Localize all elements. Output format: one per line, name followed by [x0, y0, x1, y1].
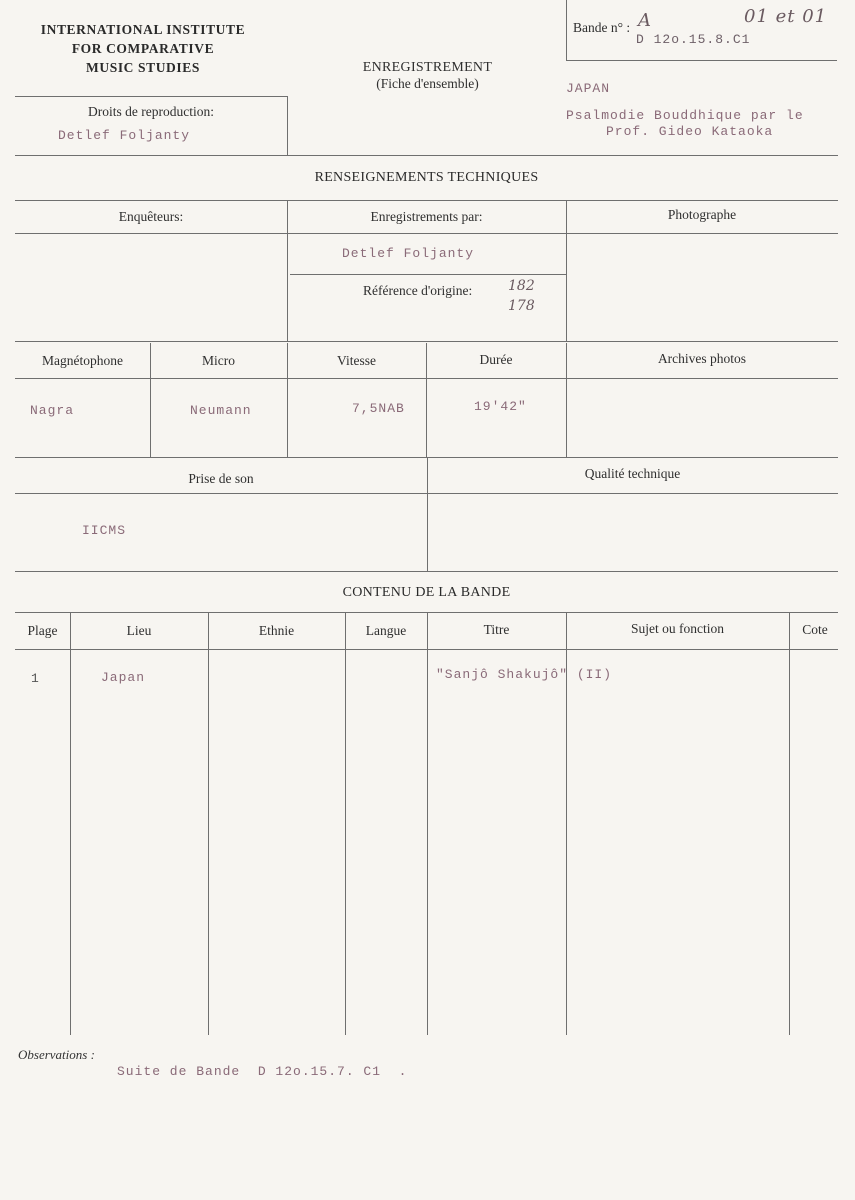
observations-value: Suite de Bande D 12o.15.7. C1 . [117, 1064, 408, 1079]
vitesse-value: 7,5NAB [352, 401, 405, 416]
prise-de-son-value: IICMS [82, 523, 127, 538]
row-plage: 1 [31, 671, 39, 686]
institute-line-1: INTERNATIONAL INSTITUTE [40, 22, 246, 37]
row-titre: "Sanjô Shakujô" (II) [436, 667, 613, 682]
col-plage-header: Plage [27, 623, 58, 638]
reference-hand-1: 182 [508, 278, 535, 294]
qualite-label: Qualité technique [584, 466, 681, 481]
bande-handwritten-letter: A [638, 10, 651, 31]
tech-section-title: RENSEIGNEMENTS TECHNIQUES [314, 170, 539, 185]
droits-value: Detlef Foljanty [58, 128, 191, 143]
reference-hand-2: 178 [508, 298, 535, 314]
form-title-main: ENREGISTREMENT [362, 60, 493, 75]
magnetophone-value: Nagra [30, 403, 75, 418]
form-title-sub: (Fiche d'ensemble) [376, 76, 479, 91]
col-sujet-header: Sujet ou fonction [631, 621, 724, 636]
col-titre-header: Titre [483, 622, 510, 637]
col-cote-header: Cote [802, 622, 828, 637]
content-section-title: CONTENU DE LA BANDE [342, 585, 511, 600]
institute-line-3: MUSIC STUDIES [86, 60, 200, 75]
photographe-label: Photographe [667, 207, 737, 222]
archives-label: Archives photos [657, 351, 747, 366]
col-lieu-header: Lieu [126, 623, 152, 638]
subject-line-1: Psalmodie Bouddhique par le [566, 108, 804, 123]
vitesse-label: Vitesse [337, 353, 376, 368]
subject-line-2: Prof. Gideo Kataoka [606, 124, 774, 139]
magnetophone-label: Magnétophone [42, 353, 123, 368]
institute-name [12, 20, 274, 77]
enregistrements-label: Enregistrements par: [370, 209, 483, 224]
form-title [330, 60, 525, 92]
row-lieu: Japan [101, 670, 146, 685]
duree-value: 19'42" [474, 399, 527, 414]
droits-label: Droits de reproduction: [88, 104, 214, 119]
col-ethnie-header: Ethnie [258, 623, 295, 638]
subject-country: JAPAN [566, 81, 611, 96]
col-langue-header: Langue [365, 623, 407, 638]
bande-handwritten-note: 01 et 01 [744, 6, 828, 27]
micro-label: Micro [202, 353, 235, 368]
enqueteurs-label: Enquêteurs: [118, 209, 184, 224]
bande-number: D 12o.15.8.C1 [636, 32, 751, 47]
micro-value: Neumann [190, 403, 252, 418]
reference-label: Référence d'origine: [363, 283, 473, 298]
bande-label: Bande n° : [573, 20, 631, 35]
enregistrements-value: Detlef Foljanty [342, 246, 475, 261]
observations-label: Observations : [18, 1047, 95, 1062]
prise-de-son-label: Prise de son [188, 471, 254, 486]
institute-line-2: FOR COMPARATIVE [71, 41, 215, 56]
duree-label: Durée [479, 352, 513, 367]
